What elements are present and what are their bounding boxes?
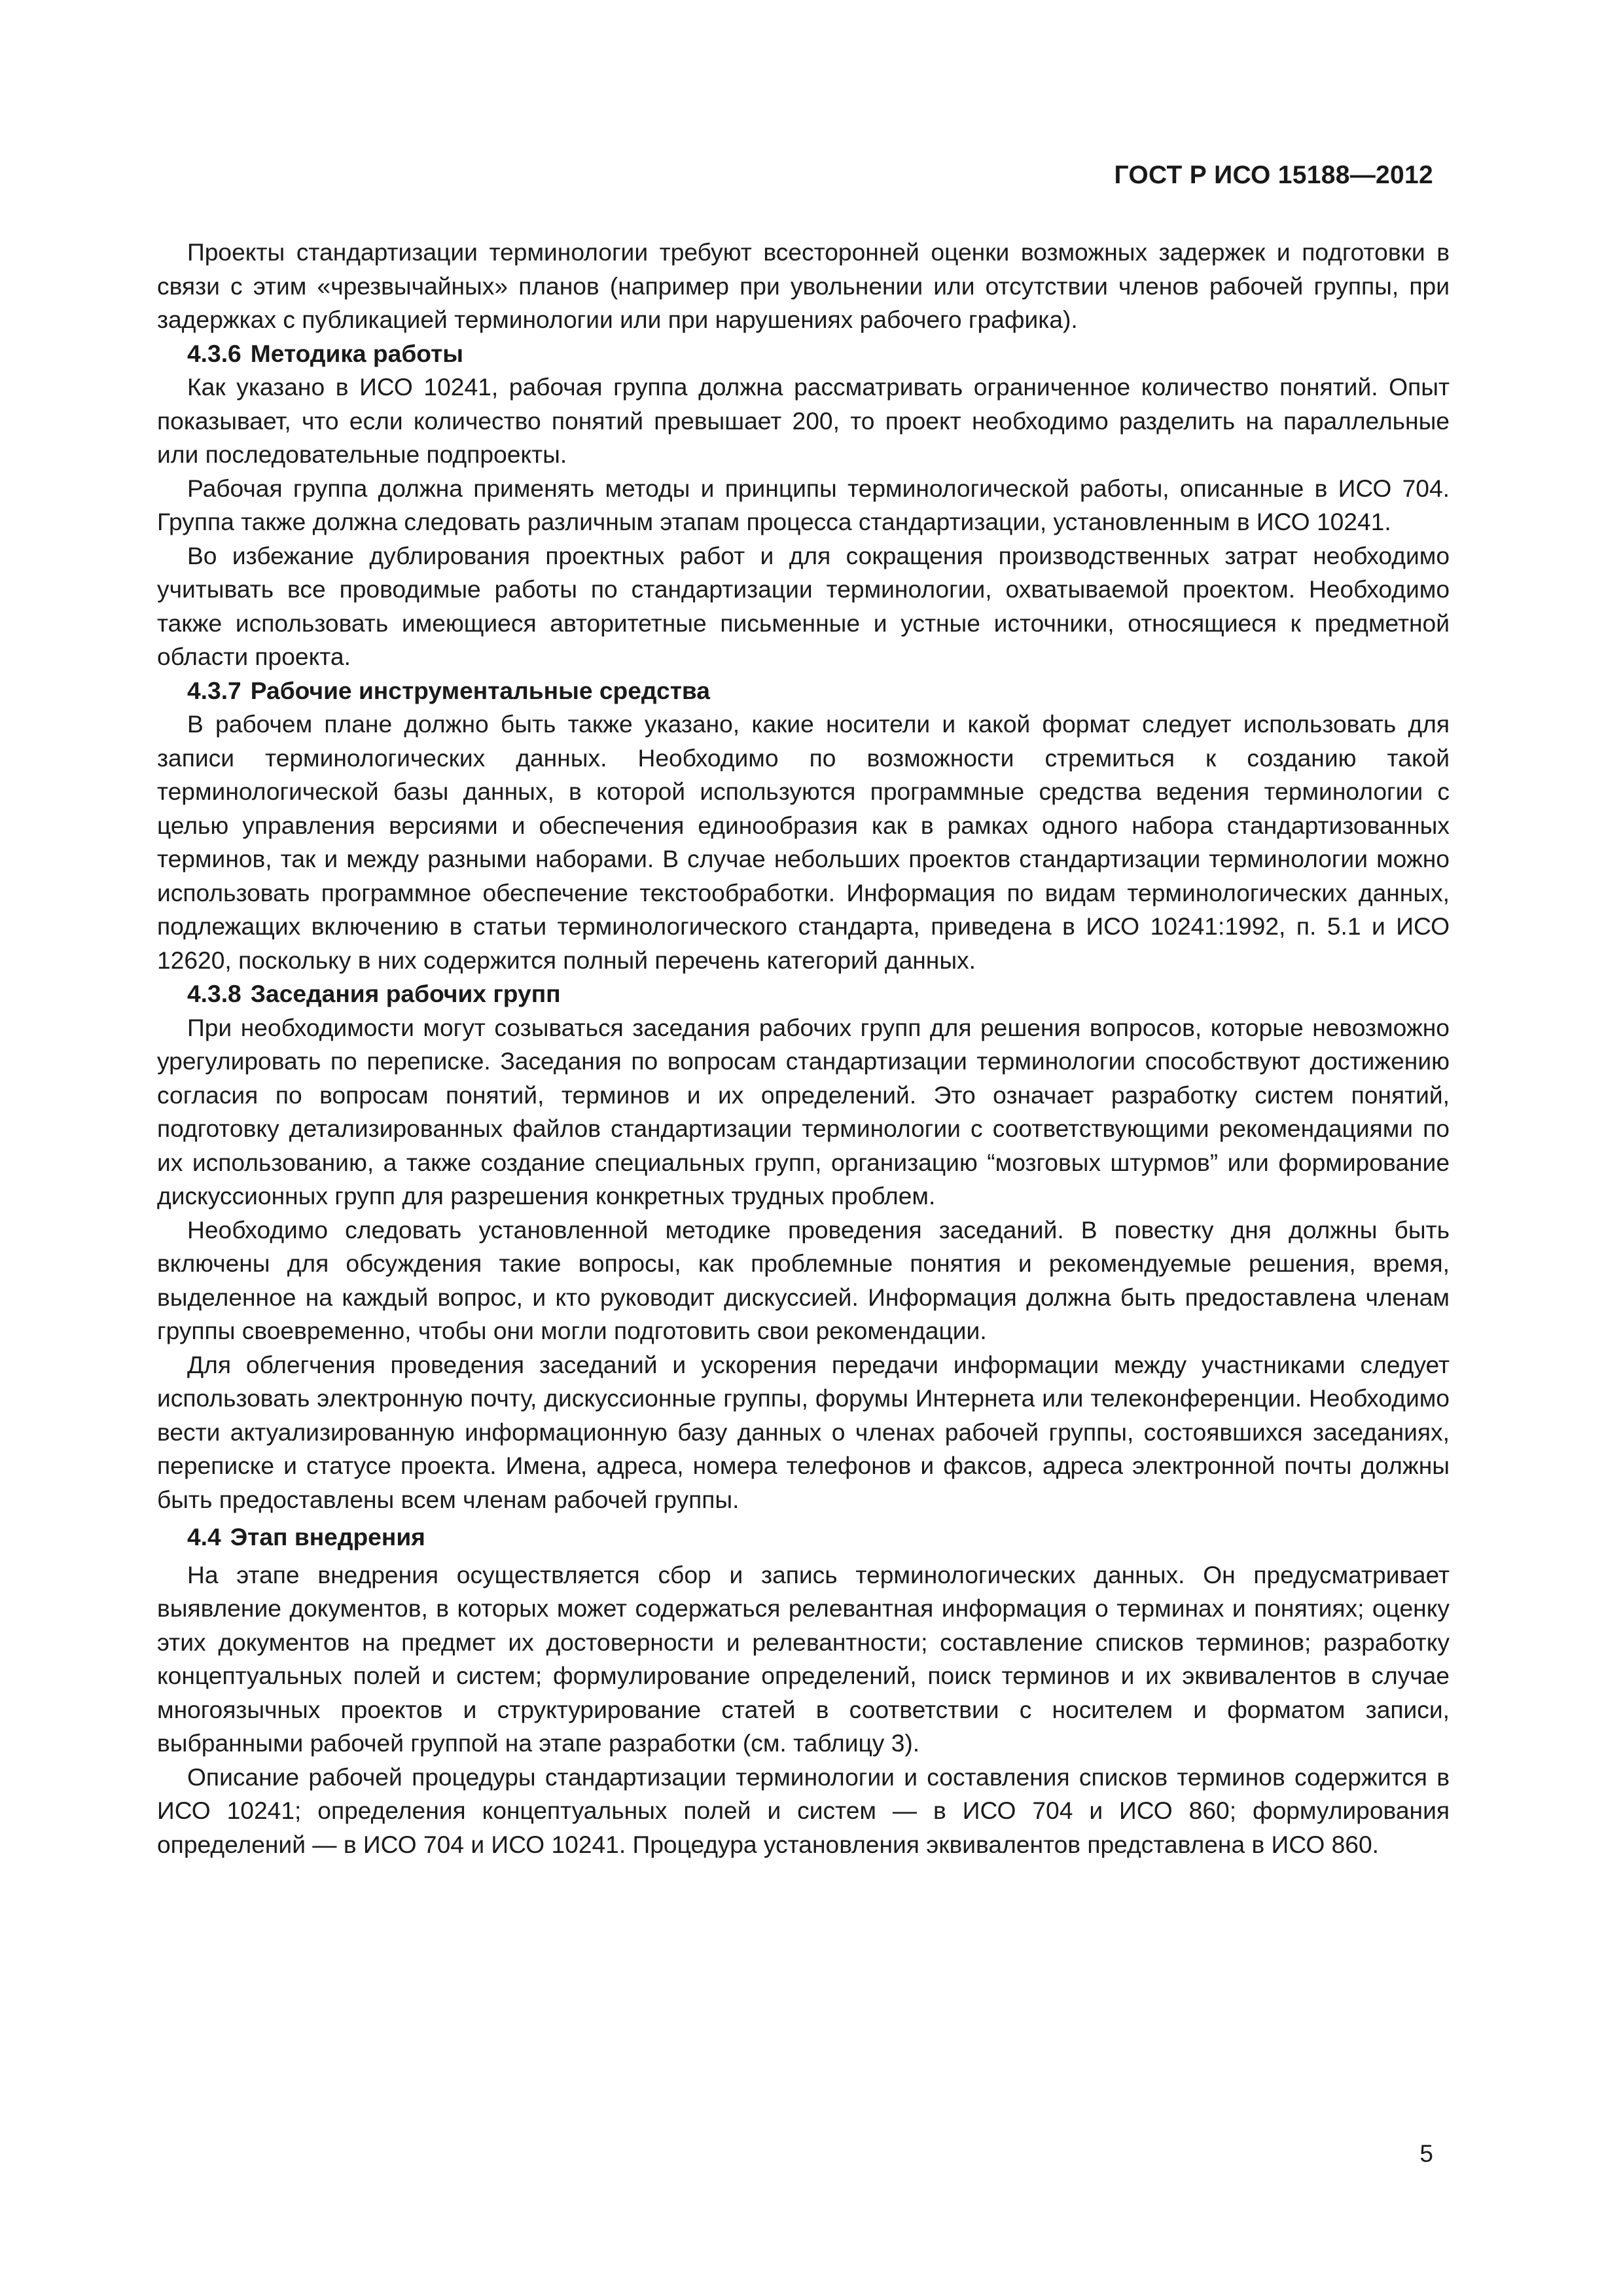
paragraph: Для облегчения проведения заседаний и ускорения передачи информации между участниками следует использовать электронную почту, дискуссионные группы, форумы Интернета или телеконференции. Необходимо вести актуализированную информационную базу данных о членах рабочей группы, состоявшихся заседаниях, переписке и статусе проекта. Имена, адреса, номера телефонов и факсов, адреса электронной почты должны быть предоставлены всем членам рабочей группы. <box>157 1350 1450 1513</box>
section-number: 4.3.8 <box>187 980 241 1007</box>
paragraph: Необходимо следовать установленной методике проведения заседаний. В повестку дня должны быть включены для обсуждения такие вопросы, как проблемные понятия и рекомендуемые решения, время, выделенное на каждый вопрос, и кто руководит дискуссией. Информация должна быть предоставлена членам группы своевременно, чтобы они могли подготовить свои рекомендации. <box>157 1215 1450 1344</box>
paragraph: На этапе внедрения осуществляется сбор и запись терминологических данных. Он предусматривает выявление документов, в которых может содержаться релевантная информация о терминах и понятиях; оценку этих документов на предмет их достоверности и релевантности; составление списков терминов; разработку концептуальных полей и систем; формулирование определений, поиск терминов и их эквивалентов в случае многоязычных проектов и структурирование статей в соответствии с носителем и форматом записи, выбранными рабочей группой на этапе разработки (см. таблицу 3). <box>157 1560 1450 1757</box>
document-body <box>157 236 1450 1861</box>
paragraph: Во избежание дублирования проектных работ и для сокращения производственных затрат необходимо учитывать все проводимые работы по стандартизации терминологии, охватываемой проектом. Необходимо также использовать имеющиеся авторитетные письменные и устные источники, относящиеся к предметной области проекта. <box>157 541 1450 670</box>
section-number: 4.3.6 <box>187 339 241 367</box>
paragraph: Описание рабочей процедуры стандартизации терминологии и составления списков терминов содержится в ИСО 10241; определения концептуальных полей и систем — в ИСО 704 и ИСО 860; формулирования определений — в ИСО 704 и ИСО 10241. Процедура установления эквивалентов представлена в ИСО 860. <box>157 1763 1450 1858</box>
paragraph: Проекты стандартизации терминологии требуют всесторонней оценки возможных задержек и подготовки в связи с этим «чрезвычайных» планов (например при увольнении или отсутствии членов рабочей группы, при задержках с публикацией терминологии или при нарушениях рабочего графика). <box>157 238 1450 333</box>
section-number: 4.4 <box>187 1523 221 1551</box>
paragraph: Рабочая группа должна применять методы и принципы терминологической работы, описанные в ИСО 704. Группа также должна следовать различным этапам процесса стандартизации, установленным в ИСО 10241. <box>157 474 1450 535</box>
section-heading-4-4 <box>157 1520 1450 1554</box>
section-title: Этап внедрения <box>230 1523 425 1551</box>
section-title: Заседания рабочих групп <box>250 980 561 1007</box>
section-title: Рабочие инструментальные средства <box>250 676 710 704</box>
paragraph: Как указано в ИСО 10241, рабочая группа должна рассматривать ограниченное количество понятий. Опыт показывает, что если количество понятий превышает 200, то проект необходимо разделить на параллельные или последовательные подпроекты. <box>157 373 1450 468</box>
paragraph: В рабочем плане должно быть также указано, какие носители и какой формат следует использовать для записи терминологических данных. Необходимо по возможности стремиться к созданию такой терминологической базы данных, в которой используются программные средства ведения терминологии с целью управления версиями и обеспечения единообразия как в рамках одного набора стандартизованных терминов, так и между разными наборами. В случае небольших проектов стандартизации терминологии можно использовать программное обеспечение текстообработки. Информация по видам терминологических данных, подлежащих включению в статьи терминологического стандарта, приведена в ИСО 10241:1992, п. 5.1 и ИСО 12620, поскольку в них содержится полный перечень категорий данных. <box>157 710 1450 974</box>
standard-code-header: ГОСТ Р ИСО 15188—2012 <box>1114 161 1433 189</box>
page-number: 5 <box>1419 2140 1433 2167</box>
section-heading-4-3-7 <box>157 674 1450 708</box>
section-heading-4-3-8 <box>157 977 1450 1011</box>
section-number: 4.3.7 <box>187 676 241 704</box>
paragraph: При необходимости могут созываться заседания рабочих групп для решения вопросов, которые невозможно урегулировать по переписке. Заседания по вопросам стандартизации терминологии способствуют достижению согласия по вопросам понятий, терминов и их определений. Это означает разработку систем понятий, подготовку детализированных файлов стандартизации терминологии с соответствующими рекомендациями по их использованию, а также создание специальных групп, организацию “мозговых штурмов” или формирование дискуссионных групп для разрешения конкретных трудных проблем. <box>157 1013 1450 1210</box>
section-title: Методика работы <box>250 339 464 367</box>
section-heading-4-3-6 <box>157 337 1450 371</box>
